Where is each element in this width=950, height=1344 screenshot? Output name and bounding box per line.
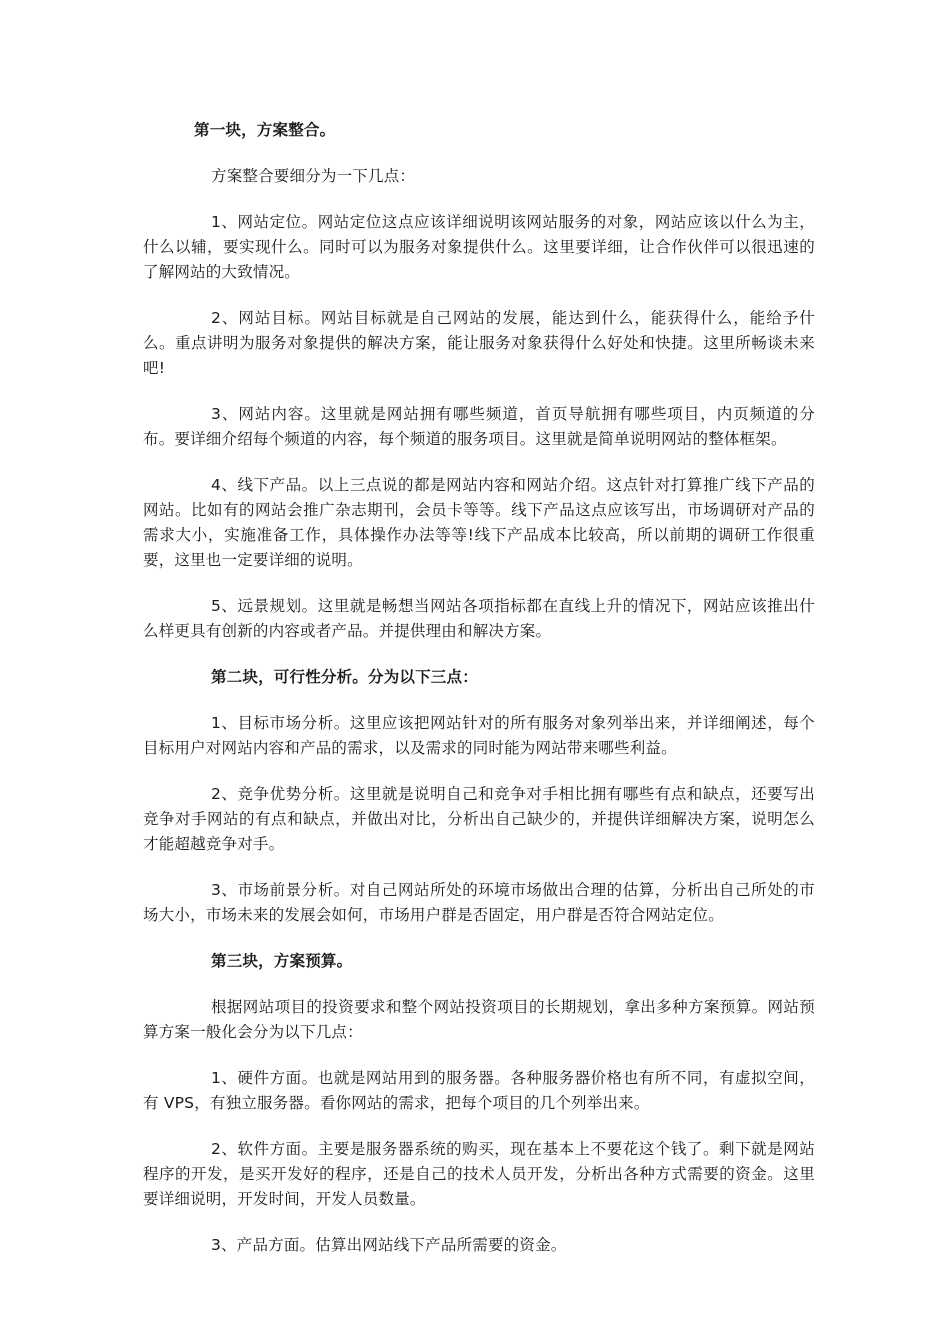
paragraph: 1、网站定位。网站定位这点应该详细说明该网站服务的对象，网站应该以什么为主，什么以辅，要实现什么。同时可以为服务对象提供什么。这里要详细，让合作伙伴可以很迅速的了解网站的大致情况。 (143, 213, 815, 281)
section-plan-integration (143, 118, 815, 644)
section-heading: 第二块，可行性分析。分为以下三点： (211, 668, 478, 686)
paragraph: 5、远景规划。这里就是畅想当网站各项指标都在直线上升的情况下，网站应该推出什么样更具有创新的内容或者产品。并提供理由和解决方案。 (143, 597, 815, 640)
paragraph: 根据网站项目的投资要求和整个网站投资项目的长期规划，拿出多种方案预算。网站预算方案一般化会分为以下几点： (143, 998, 815, 1041)
paragraph: 3、市场前景分析。对自己网站所处的环境市场做出合理的估算，分析出自己所处的市场大小，市场未来的发展会如何，市场用户群是否固定，用户群是否符合网站定位。 (143, 881, 815, 924)
paragraph: 2、竞争优势分析。这里就是说明自己和竞争对手相比拥有哪些有点和缺点，还要写出竞争对手网站的有点和缺点，并做出对比，分析出自己缺少的，并提供详细解决方案，说明怎么才能超越竞争对手。 (143, 785, 815, 853)
paragraph: 4、线下产品。以上三点说的都是网站内容和网站介绍。这点针对打算推广线下产品的网站。比如有的网站会推广杂志期刊，会员卡等等。线下产品这点应该写出，市场调研对产品的需求大小，实施准备工作，具体操作办法等等!线下产品成本比较高，所以前期的调研工作很重要，这里也一定要详细的说明。 (143, 476, 815, 569)
section-heading: 第三块，方案预算。 (211, 952, 353, 970)
section-plan-budget (143, 949, 815, 1258)
section-feasibility-analysis (143, 665, 815, 928)
paragraph: 1、硬件方面。也就是网站用到的服务器。各种服务器价格也有所不同，有虚拟空间，有 VPS，有独立服务器。看你网站的需求，把每个项目的几个列举出来。 (143, 1069, 815, 1112)
paragraph: 3、网站内容。这里就是网站拥有哪些频道，首页导航拥有哪些项目，内页频道的分布。要详细介绍每个频道的内容，每个频道的服务项目。这里就是简单说明网站的整体框架。 (143, 405, 815, 448)
section-heading: 第一块，方案整合。 (194, 121, 336, 139)
paragraph: 2、软件方面。主要是服务器系统的购买，现在基本上不要花这个钱了。剩下就是网站程序的开发，是买开发好的程序，还是自己的技术人员开发，分析出各种方式需要的资金。这里要详细说明，开发时间，开发人员数量。 (143, 1140, 815, 1208)
paragraph: 3、产品方面。估算出网站线下产品所需要的资金。 (211, 1236, 567, 1254)
paragraph: 1、目标市场分析。这里应该把网站针对的所有服务对象列举出来，并详细阐述，每个目标用户对网站内容和产品的需求，以及需求的同时能为网站带来哪些利益。 (143, 714, 815, 757)
document-page (143, 118, 815, 1279)
paragraph: 方案整合要细分为一下几点： (211, 167, 416, 185)
paragraph: 2、网站目标。网站目标就是自己网站的发展，能达到什么，能获得什么，能给予什么。重点讲明为服务对象提供的解决方案，能让服务对象获得什么好处和快捷。这里所畅谈未来吧! (143, 309, 815, 377)
